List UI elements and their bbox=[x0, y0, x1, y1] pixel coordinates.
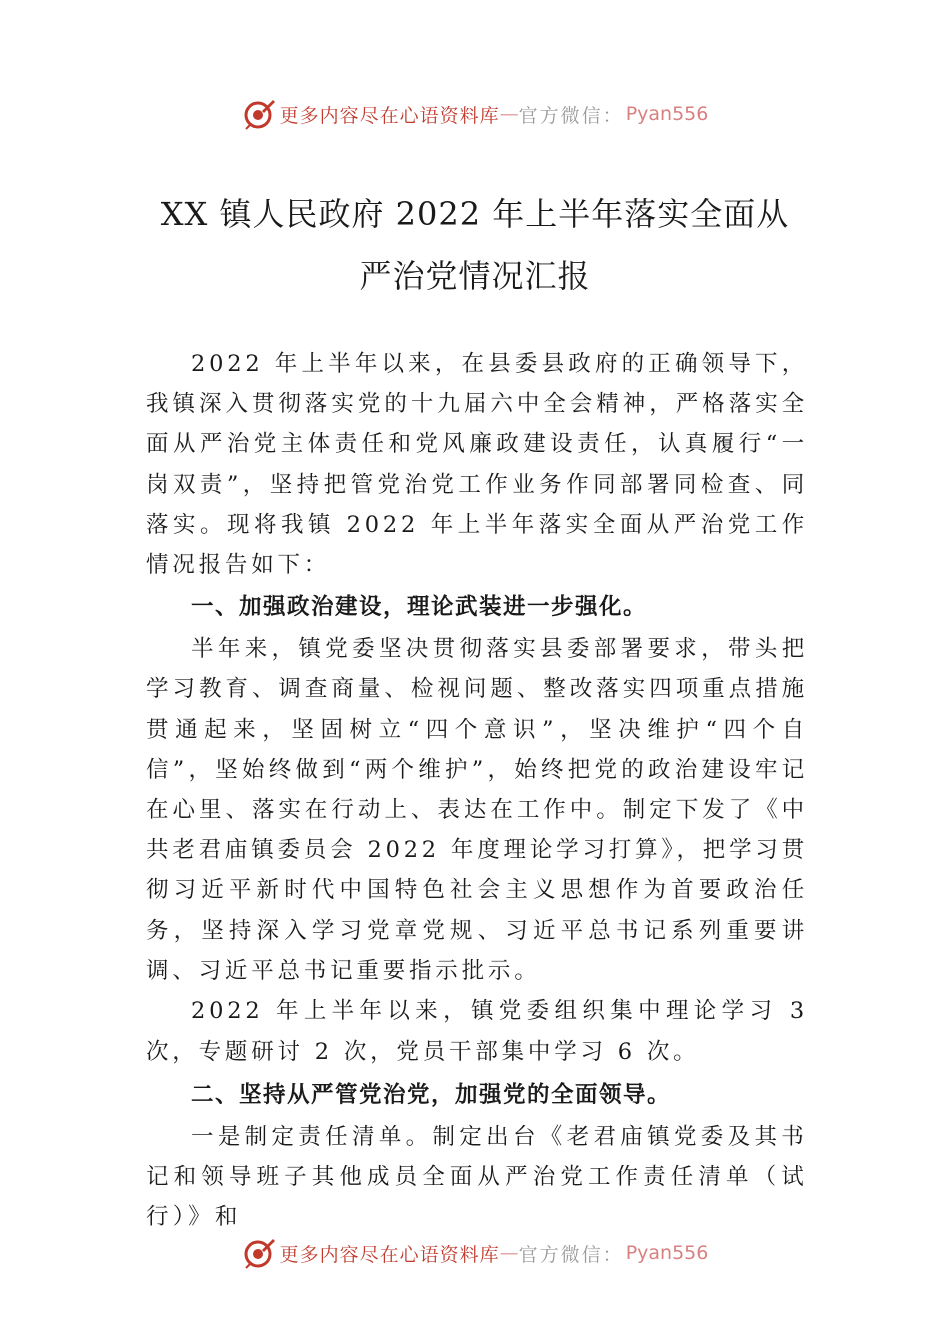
wechat-label: 官方微信： bbox=[518, 1243, 624, 1266]
pen-logo-icon bbox=[242, 1236, 276, 1270]
footer-watermark-banner bbox=[0, 1233, 950, 1273]
brand-text: 更多内容尽在心语资料库 bbox=[279, 1243, 500, 1266]
brand-dash: — bbox=[499, 1242, 519, 1264]
pen-logo-icon bbox=[242, 97, 276, 131]
header-watermark-banner bbox=[0, 94, 950, 134]
wechat-id: Pyan556 bbox=[625, 103, 709, 125]
study-stats-paragraph: 2022 年上半年以来，镇党委组织集中理论学习 3 次，专题研讨 2 次，党员干部集中学习 6 次。 bbox=[146, 998, 808, 1066]
title-line-1: XX 镇人民政府 2022 年上半年落实全面从 bbox=[160, 195, 790, 233]
wechat-label: 官方微信： bbox=[518, 104, 624, 127]
section-heading-2: 二、坚持从严管党治党，加强党的全面领导。 bbox=[191, 1082, 672, 1109]
brand-text: 更多内容尽在心语资料库 bbox=[279, 104, 500, 127]
intro-paragraph: 2022 年上半年以来，在县委县政府的正确领导下，我镇深入贯彻落实党的十九届六中全会精神，严格落实全面从严治党主体责任和党风廉政建设责任，认真履行“一岗双责”，坚持把管党治党工作业务作同部署同检查、同落实。现将我镇 2022 年上半年落实全面从严治党工作情况报告如下： bbox=[146, 351, 808, 579]
brand-dash: — bbox=[499, 103, 519, 125]
title-line-2: 严治党情况汇报 bbox=[359, 257, 591, 295]
document-body bbox=[146, 344, 808, 1238]
wechat-id: Pyan556 bbox=[625, 1242, 709, 1264]
responsibility-list-paragraph: 一是制定责任清单。制定出台《老君庙镇党委及其书记和领导班子其他成员全面从严治党工作责任清单（试行）》和 bbox=[146, 1124, 808, 1231]
document-title bbox=[0, 183, 950, 307]
section-1-paragraph: 半年来，镇党委坚决贯彻落实县委部署要求，带头把学习教育、调查商量、检视问题、整改落实四项重点措施贯通起来，坚固树立“四个意识”，坚决维护“四个自信”，坚始终做到“两个维护”，始终把党的政治建设牢记在心里、落实在行动上、表达在工作中。制定下发了《中共老君庙镇委员会 2022 年度理论学习打算》，把学习贯彻习近平新时代中国特色社会主义思想作为首要政治任务，坚持深入学习党章党规、习近平总书记系列重要讲调、习近平总书记重要指示批示。 bbox=[146, 636, 808, 984]
section-heading-1: 一、加强政治建设，理论武装进一步强化。 bbox=[191, 594, 648, 621]
